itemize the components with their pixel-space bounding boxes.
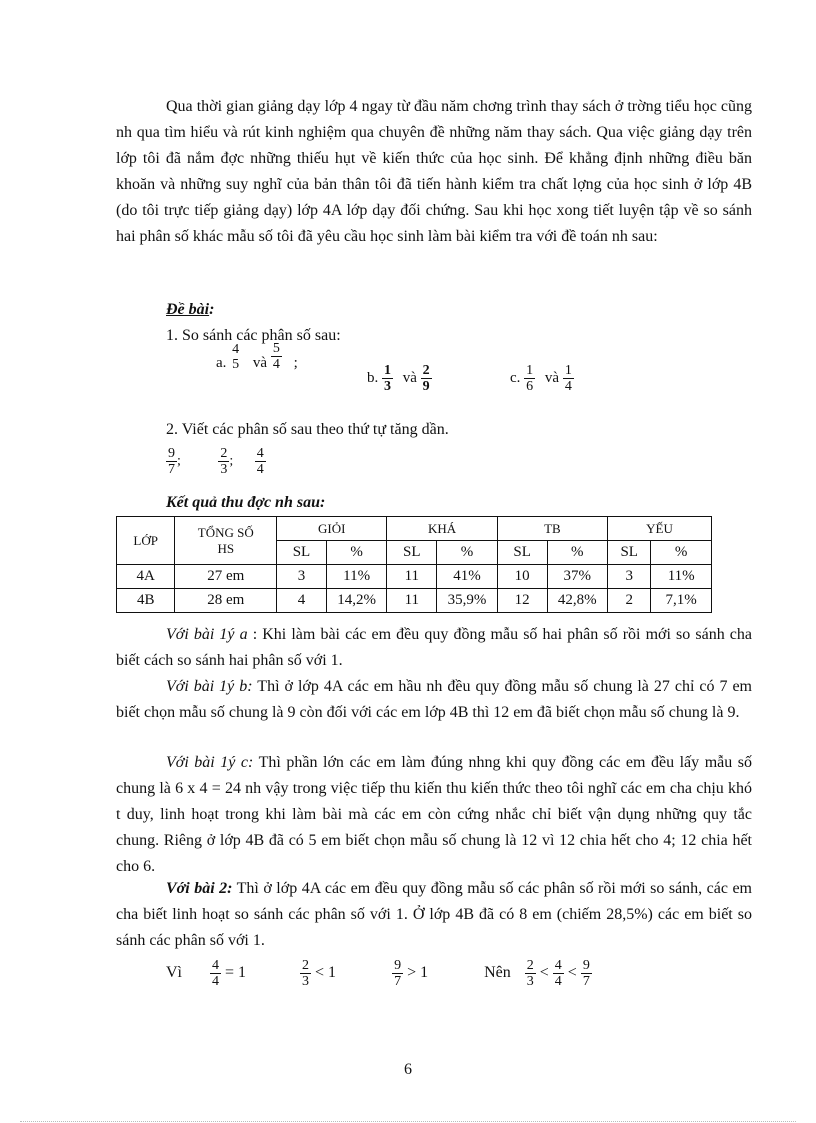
table-cell: 12	[497, 589, 547, 613]
q1c-fraction-1: $\frac{1}{6}$	[526, 363, 534, 394]
table-row	[117, 589, 712, 613]
results-heading: Kết quả thu đợc nh sau:	[166, 494, 326, 511]
ordered-fraction-1: $\frac{2}{3}$	[526, 958, 534, 989]
question-1a	[216, 341, 298, 373]
comparison-fraction-2: $\frac{2}{3}$	[302, 958, 310, 989]
q2-sep-2: ;	[229, 453, 234, 469]
subheader-pct: %	[326, 541, 387, 565]
page-footer-rule	[20, 1121, 796, 1122]
analysis-1c-text: Thì phần lớn các em làm đúng nhng khi quy đồng các em đều lấy mẫu số chung là 6 x 4 = 24 nh vậy trong việc tiếp thu kiến thu kiến thức theo tôi nghĩ các em cha chịu khó t duy, linh hoạt trong khi làm bài mà các em còn cứng nhắc chỉ biết vận dụng những quy tắc chung. Riêng ở lớp 4B đã có 5 em biết chọn mẫu số chung là 12 vì 12 chia hết cho 4; 12 chia hết cho 6.	[116, 754, 753, 875]
header-tb: TB	[497, 517, 607, 541]
q2-fraction-1: $\frac{9}{7}$	[168, 446, 175, 477]
subheader-pct: %	[651, 541, 712, 565]
comparison-fraction-3: $\frac{9}{7}$	[394, 958, 402, 989]
comparison-relation-1: = 1	[225, 964, 247, 982]
table-cell: 11%	[326, 565, 387, 589]
q2-fraction-2: $\frac{2}{3}$	[220, 446, 228, 477]
table-cell: 7,1%	[651, 589, 712, 613]
analysis-2-label: Với bài 2:	[166, 880, 233, 897]
question-2-fractions	[166, 446, 266, 477]
header-lop: LỚP	[117, 517, 175, 565]
comparison-because: Vì	[166, 964, 182, 982]
q1c-and: và	[544, 369, 560, 386]
comparison-line	[166, 958, 592, 989]
analysis-1c-label: Với bài 1ý c:	[166, 754, 254, 771]
q1a-and: và	[252, 355, 268, 371]
table-row	[117, 565, 712, 589]
question-1c	[510, 363, 574, 394]
q1b-fraction-2: $\frac{2}{9}$	[422, 363, 430, 394]
q1c-fraction-2: $\frac{1}{4}$	[564, 363, 572, 394]
table-cell: 10	[497, 565, 547, 589]
q1c-label: c.	[510, 369, 521, 386]
q2-fraction-3: $\frac{4}{4}$	[256, 446, 264, 477]
header-gioi: GIỎI	[277, 517, 387, 541]
table-cell: 2	[608, 589, 651, 613]
comparison-relation-2: < 1	[315, 964, 337, 982]
analysis-2-text: Thì ở lớp 4A các em đều quy đồng mẫu số các phân số rồi mới so sánh, các em cha biết linh hoạt so sánh các phân số với 1. Ở lớp 4B đã có 8 em (chiếm 28,5%) các em biết so sánh các phân số với 1.	[116, 880, 752, 949]
table-cell: 35,9%	[437, 589, 498, 613]
analysis-1b	[116, 674, 752, 726]
analysis-1b-text: Thì ở lớp 4A các em hầu nh đều quy đồng mẫu số chung là 27 chỉ có 7 em biết chọn mẫu số chung là 9 còn đối với các em lớp 4B thì 12 em đã biết chọn mẫu số chung là 9.	[116, 678, 753, 721]
table-cell: 3	[277, 565, 327, 589]
q1b-label: b.	[367, 369, 379, 386]
analysis-1a-text: : Khi làm bài các em đều quy đồng mẫu số hai phân số rồi mới so sánh cha biết cách so sánh hai phân số với 1.	[116, 626, 752, 669]
subheader-sl: SL	[497, 541, 547, 565]
table-cell: 4B	[117, 589, 175, 613]
analysis-1a	[116, 622, 752, 674]
ordered-fraction-3: $\frac{9}{7}$	[582, 958, 590, 989]
q1a-separator: ;	[293, 355, 298, 371]
table-cell: 4A	[117, 565, 175, 589]
page-number: 6	[404, 1061, 412, 1078]
subheader-sl: SL	[387, 541, 437, 565]
exercise-heading: Đề bài:	[166, 301, 215, 318]
q1b-fraction-1: $\frac{1}{3}$	[384, 363, 391, 394]
table-cell: 4	[277, 589, 327, 613]
q1a-fraction-1: 4 5	[232, 341, 240, 372]
header-tong-so: TỔNG SỐ HS	[175, 517, 277, 565]
q1a-label: a.	[216, 355, 227, 371]
table-cell: 42,8%	[547, 589, 608, 613]
header-kha: KHÁ	[387, 517, 497, 541]
table-cell: 41%	[437, 565, 498, 589]
table-cell: 14,2%	[326, 589, 387, 613]
exercise-heading-text: Đề bài	[166, 301, 210, 318]
table-cell: 37%	[547, 565, 608, 589]
table-cell: 3	[608, 565, 651, 589]
subheader-sl: SL	[608, 541, 651, 565]
comparison-fraction-1: $\frac{4}{4}$	[212, 958, 219, 989]
question-1: 1. So sánh các phân số sau:	[166, 327, 341, 344]
subheader-pct: %	[547, 541, 608, 565]
ordered-fraction-2: $\frac{4}{4}$	[554, 958, 562, 989]
analysis-1c	[116, 750, 752, 880]
table-cell: 28 em	[175, 589, 277, 613]
subheader-sl: SL	[277, 541, 327, 565]
analysis-1a-label: Với bài 1ý a	[166, 626, 248, 643]
subheader-pct: %	[437, 541, 498, 565]
q2-sep-1: ;	[177, 453, 181, 469]
table-cell: 11%	[651, 565, 712, 589]
analysis-2	[116, 876, 752, 954]
table-cell: 27 em	[175, 565, 277, 589]
q1a-fraction-2: $\frac{5}{4}$	[272, 341, 280, 373]
analysis-1b-label: Với bài 1ý b:	[166, 678, 253, 695]
question-1b	[367, 363, 432, 394]
table-cell: 11	[387, 565, 437, 589]
header-yeu: YẾU	[608, 517, 712, 541]
comparison-therefore: Nên	[484, 964, 511, 982]
comparison-relation-3: > 1	[407, 964, 429, 982]
less-than-1: <	[539, 964, 549, 982]
intro-paragraph: Qua thời gian giảng dạy lớp 4 ngay từ đầu năm chơng trình thay sách ở trờng tiểu học cũng nh qua tìm hiểu và rút kinh nghiệm qua chuyên đề những năm thay sách. Qua việc giảng dạy trên lớp tôi đã nắm đợc những thiếu hụt về kiến thức của học sinh. Để khẳng định những điều băn khoăn và những suy nghĩ của bản thân tôi đã tiến hành kiểm tra chất lợng của học sinh ở lớp 4B (do tôi trực tiếp giảng dạy) lớp 4A lớp dạy đối chứng. Sau khi học xong tiết luyện tập về so sánh hai phân số khác mẫu số tôi đã yêu cầu học sinh làm bài kiểm tra với đề toán nh sau:	[116, 98, 752, 245]
q1b-and: và	[402, 369, 417, 386]
less-than-2: <	[567, 964, 577, 982]
table-cell: 11	[387, 589, 437, 613]
results-table	[116, 516, 712, 613]
question-2: 2. Viết các phân số sau theo thứ tự tăng dần.	[166, 421, 449, 438]
